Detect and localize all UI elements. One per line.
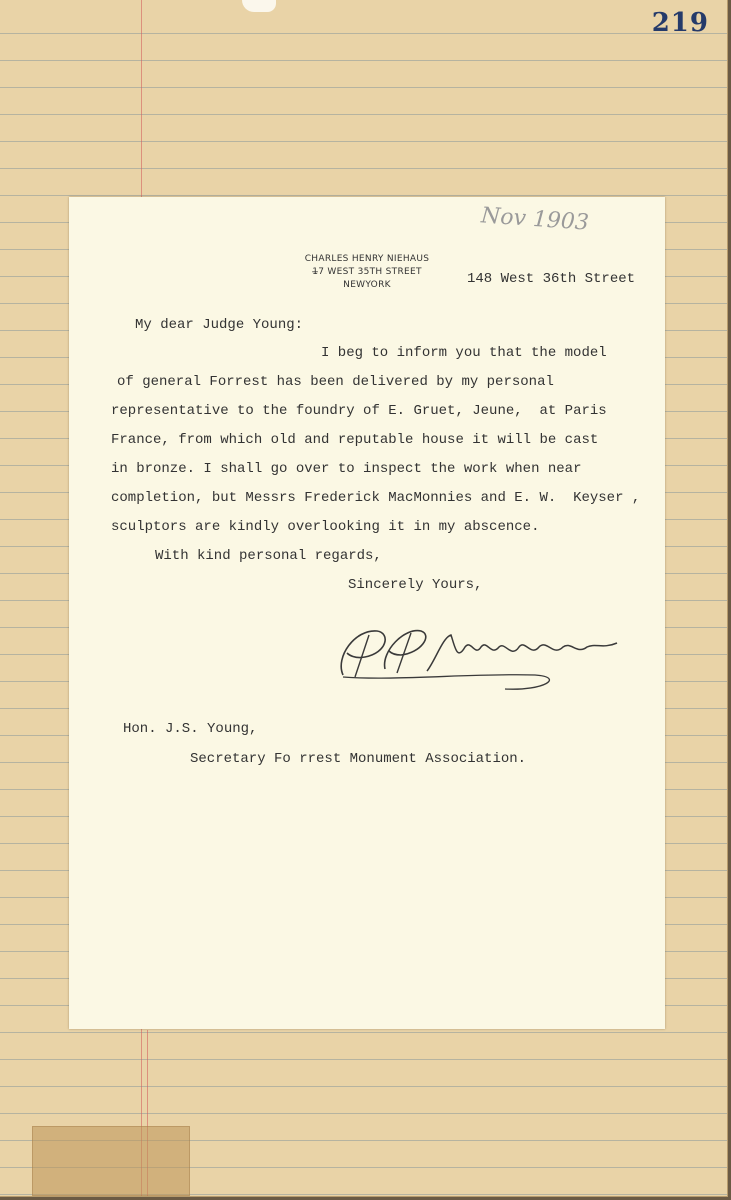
letterhead-address: 1̶7 WEST 35TH STREET [312, 267, 422, 277]
body-line: completion, but Messrs Frederick MacMonnies and E. W. Keyser , [111, 490, 641, 506]
regards-line: With kind personal regards, [155, 548, 382, 564]
letterhead-name: CHARLES HENRY NIEHAUS [304, 254, 430, 264]
body-line: in bronze. I shall go over to inspect the work when near [111, 461, 582, 477]
recipient-title: Secretary Fo rrest Monument Association. [190, 751, 527, 767]
page-number: 219 [651, 8, 709, 38]
return-address: 148 West 36th Street [467, 271, 636, 287]
body-line: representative to the foundry of E. Gruet, Jeune, at Paris [111, 403, 607, 419]
body-line: sculptors are kindly overlooking it in my abscence. [111, 519, 540, 535]
handwritten-date: Nov 1903 [480, 203, 590, 236]
salutation: My dear Judge Young: [135, 317, 304, 333]
body-line: France, from which old and reputable house it will be cast [111, 432, 599, 448]
adhesive-tape-patch [32, 1126, 190, 1196]
closing-line: Sincerely Yours, [348, 577, 483, 593]
torn-corner [242, 0, 276, 12]
recipient-name: Hon. J.S. Young, [123, 721, 258, 737]
letterhead-city: NEWYORK [343, 280, 391, 290]
letter-sheet [69, 197, 665, 1029]
handwritten-signature [325, 617, 625, 707]
letterhead [287, 253, 447, 292]
body-line: I beg to inform you that the model [321, 345, 607, 361]
body-line: of general Forrest has been delivered by my personal [117, 374, 554, 390]
